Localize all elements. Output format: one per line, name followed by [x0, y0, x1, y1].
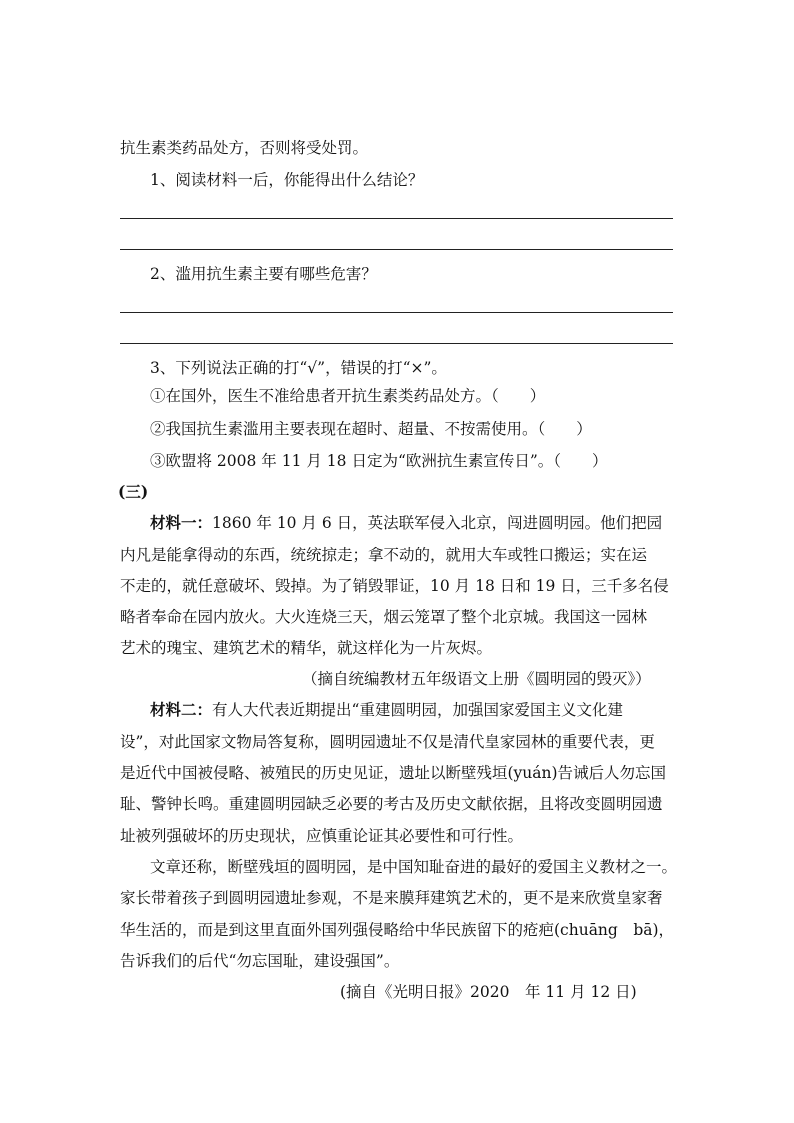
answer-line-2b[interactable] [120, 343, 673, 344]
q3-item-3: ③欧盟将 2008 年 11 月 18 日定为“欧洲抗生素宣传日”。（ ） [150, 452, 608, 470]
question-2: 2、滥用抗生素主要有哪些危害？ [150, 265, 377, 283]
paragraph-line: 家长带着孩子到圆明园遗址参观，不是来膜拜建筑艺术的，更不是来欣赏皇家奢 [120, 889, 663, 907]
question-1: 1、阅读材料一后，你能得出什么结论？ [150, 171, 424, 189]
material1-line: 1860 年 10 月 6 日，英法联军侵入北京，闯进圆明园。他们把园 [212, 514, 663, 532]
section3-heading: (三) [118, 482, 149, 501]
material1-first-line [150, 513, 662, 533]
material2-line: 址被列强破坏的历史现状，应慎重论证其必要性和可行性。 [120, 827, 524, 845]
material1-source: （摘自统编教材五年级语文上册《圆明园的毁灭》） [302, 670, 651, 688]
answer-line-1a[interactable] [120, 218, 673, 219]
material1-line: 略者奉命在园内放火。大火连烧三天，烟云笼罩了整个北京城。我国这一园林 [120, 608, 648, 626]
material2-label: 材料二： [150, 700, 213, 719]
material2-line: 有人大代表近期提出“重建圆明园，加强国家爱国主义文化建 [212, 701, 623, 719]
material1-line: 内凡是能拿得动的东西，统统掠走；拿不动的，就用大车或牲口搬运；实在运 [120, 546, 648, 564]
section2-tail-text: 抗生素类药品处方，否则将受处罚。 [120, 139, 369, 157]
answer-line-2a[interactable] [120, 312, 673, 313]
material2-line: 是近代中国被侵略、被殖民的历史见证，遗址以断壁残垣(yuán)告诫后人勿忘国 [120, 764, 667, 782]
material2-line: 设”，对此国家文物局答复称，圆明园遗址不仅是清代皇家园林的重要代表，更 [120, 733, 655, 751]
q3-item-2: ②我国抗生素滥用主要表现在超时、超量、不按需使用。（ ） [150, 420, 592, 438]
material1-label: 材料一： [150, 513, 213, 532]
paragraph-line: 告诉我们的后代“勿忘国耻，建设强国”。 [120, 952, 400, 970]
material2-line: 耻、警钟长鸣。重建圆明园缺乏必要的考古及历史文献依据，且将改变圆明园遗 [120, 795, 663, 813]
question-3: 3、下列说法正确的打“√”，错误的打“×”。 [150, 359, 447, 377]
material2-first-line [150, 700, 623, 720]
answer-line-1b[interactable] [120, 249, 673, 250]
q3-item-1: ①在国外，医生不准给患者开抗生素类药品处方。（ ） [150, 387, 546, 405]
material1-line: 不走的，就任意破坏、毁掉。为了销毁罪证，10 月 18 日和 19 日，三千多名侵 [120, 577, 669, 595]
paragraph-source: (摘自《光明日报》2020 年 11 月 12 日) [340, 983, 637, 1001]
material1-line: 艺术的瑰宝、建筑艺术的精华，就这样化为一片灰烬。 [120, 639, 493, 657]
paragraph-line: 华生活的，而是到这里直面外国列强侵略给中华民族留下的疮疤(chuāng bā)， [120, 921, 675, 939]
paragraph-line: 文章还称，断壁残垣的圆明园，是中国知耻奋进的最好的爱国主义教材之一。 [150, 858, 678, 876]
